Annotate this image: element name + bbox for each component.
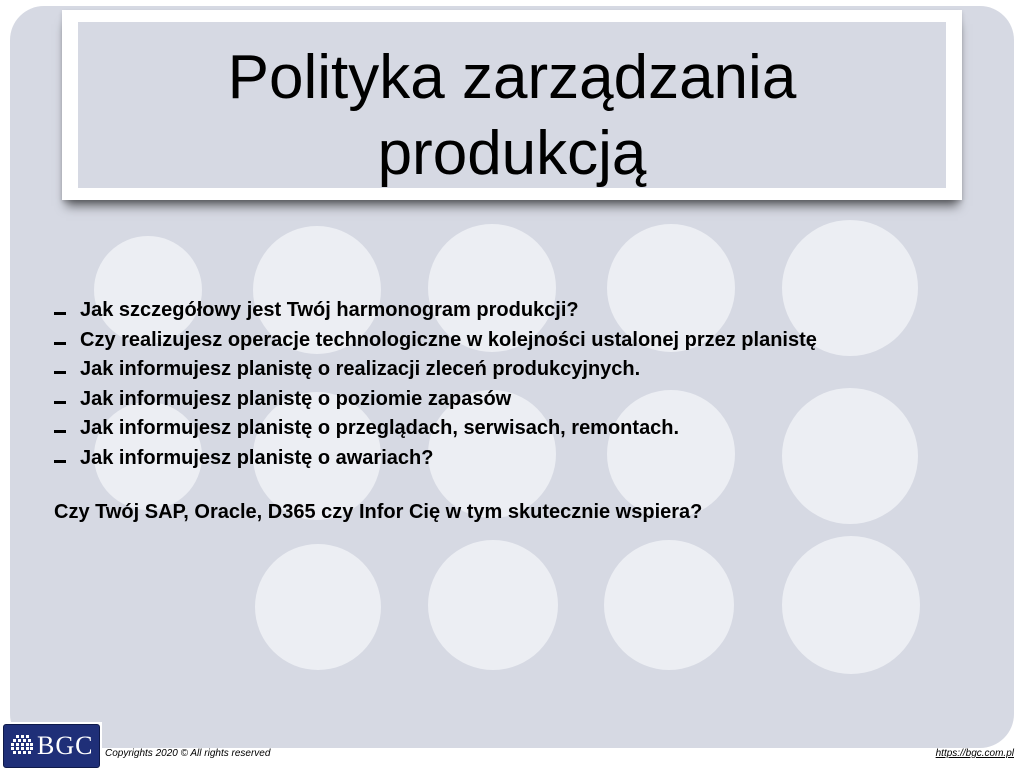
bullet-item	[52, 414, 817, 444]
dash-bullet-icon	[54, 460, 66, 463]
bullet-item	[52, 326, 817, 356]
logo-text: BGC	[37, 731, 94, 760]
decor-circle	[782, 536, 920, 674]
bullet-item	[52, 355, 817, 385]
bullet-item	[52, 444, 817, 474]
title-frame	[62, 10, 962, 200]
bullet-item	[52, 385, 817, 415]
bullet-list	[52, 296, 817, 473]
dash-bullet-icon	[54, 430, 66, 433]
closing-question: Czy Twój SAP, Oracle, D365 czy Infor Cię w tym skutecznie wspiera?	[54, 501, 703, 523]
bullet-item	[52, 296, 817, 326]
bullet-text: Jak informujesz planistę o realizacji zleceń produkcyjnych.	[80, 358, 641, 380]
bullet-text: Jak informujesz planistę o awariach?	[80, 446, 434, 469]
dash-bullet-icon	[54, 342, 66, 345]
title-panel	[78, 22, 946, 188]
copyright-text: Copyrights 2020 © All rights reserved	[105, 748, 271, 759]
dash-bullet-icon	[54, 312, 66, 315]
decor-circle	[255, 544, 381, 670]
logo-badge	[3, 724, 100, 768]
bullet-text: Czy realizujesz operacje technologiczne w kolejności ustalonej przez planistę	[80, 328, 817, 351]
decor-circle	[604, 540, 734, 670]
page-title	[78, 40, 946, 188]
grid-globe-icon	[10, 735, 34, 757]
title-line-2: produkcją	[377, 119, 647, 188]
title-line-1: Polityka zarządzania	[227, 43, 797, 112]
dash-bullet-icon	[54, 371, 66, 374]
decor-circle	[428, 540, 558, 670]
dash-bullet-icon	[54, 401, 66, 404]
bullet-text: Jak informujesz planistę o przeglądach, serwisach, remontach.	[80, 417, 680, 439]
website-link[interactable]: https://bgc.com.pl	[935, 748, 1014, 759]
bgc-logo	[0, 722, 102, 768]
bullet-text: Jak informujesz planistę o poziomie zapasów	[80, 387, 512, 410]
bullet-text: Jak szczegółowy jest Twój harmonogram produkcji?	[80, 299, 579, 321]
